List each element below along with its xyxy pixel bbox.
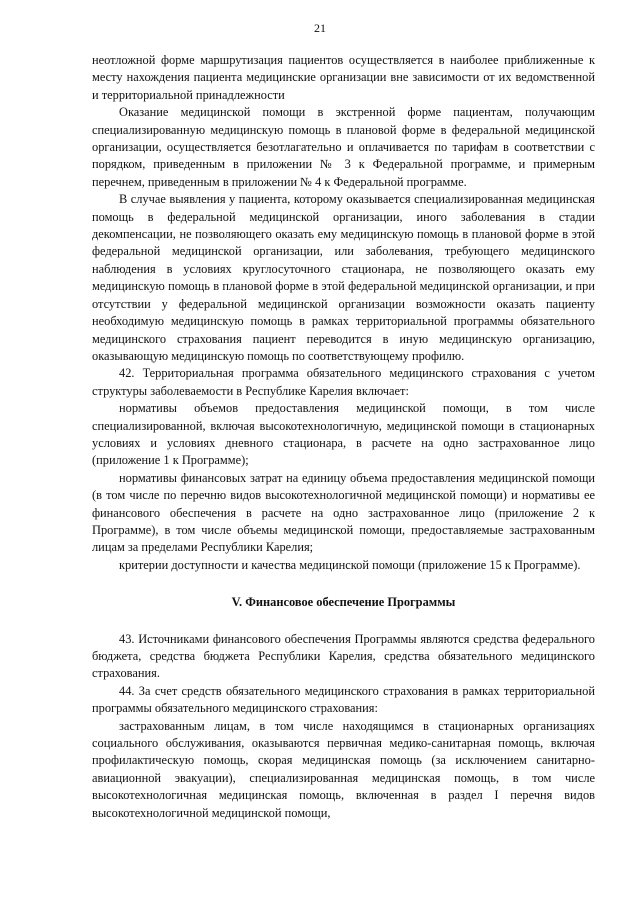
section-heading: V. Финансовое обеспечение Программы <box>231 595 456 610</box>
paragraph-2: Оказание медицинской помощи в экстренной форме пациентам, получающим специализированную медицинскую помощь в плановой форме в федеральной медицинской организации, осуществляется безотлагательно и оплачивается по тарифам в соответствии с порядком, приведенным в приложении № 3 к Федеральной программе, и примерным перечнем, приведенным в приложении № 4 к Федеральной программе. <box>92 105 595 189</box>
paragraph-6: нормативы финансовых затрат на единицу объема предоставления медицинской помощи (в том числе по перечню видов высокотехнологичной медицинской помощи) и нормативы ее финансового обеспечения в расчете на одно застрахованное лицо (приложение 2 к Программе), в том числе объемы медицинской помощи, предоставляемые застрахованным лицам за пределами Республики Карелия; <box>92 470 595 555</box>
page-number: 21 <box>314 21 326 35</box>
paragraph-7: критерии доступности и качества медицинской помощи (приложение 15 к Программе). <box>119 557 581 572</box>
paragraph-10: застрахованным лицам, в том числе находящимся в стационарных организациях социального обслуживания, оказываются первичная медико-санитарная помощь, включая профилактическую помощь, скорая медицинская помощь (за исключением санитарно-авиационной эвакуации), специализированная медицинская помощь, в том числе высокотехнологичная медицинская помощь, включенная в раздел I перечня видов высокотехнологичной медицинской помощи, <box>92 718 595 820</box>
paragraph-8: 43. Источниками финансового обеспечения Программы являются средства федерального бюджета, средства бюджета Республики Карелия, средства обязательного медицинского страхования. <box>92 631 595 681</box>
paragraph-4: 42. Территориальная программа обязательного медицинского страхования с учетом структуры заболеваемости в Республике Карелия включает: <box>92 366 595 398</box>
paragraph-1: неотложной форме маршрутизация пациентов осуществляется в наиболее приближенные к месту нахождения пациента медицинские организации вне зависимости от их ведомственной и территориальной принадлежности <box>92 53 595 102</box>
page-body <box>92 52 595 822</box>
paragraph-3: В случае выявления у пациента, которому оказывается специализированная медицинская помощь в федеральной медицинской организации, иного заболевания в стадии декомпенсации, не позволяющего оказать ему медицинскую помощь в плановой форме в этой федеральной медицинской организации, или заболевания, требующего медицинского наблюдения в условиях круглосуточного стационара, не позволяющего оказать ему медицинскую помощь в плановой форме в этой федеральной медицинской организации, и при отсутствии у федеральной медицинской организации возможности оказать пациенту необходимую медицинскую помощь в рамках территориальной программы обязательного медицинского страхования пациент переводится в иную медицинскую организацию, оказывающую медицинскую помощь по соответствующему профилю. <box>92 192 595 363</box>
paragraph-9: 44. За счет средств обязательного медицинского страхования в рамках территориальной программы обязательного медицинского страхования: <box>92 683 595 716</box>
paragraph-5: нормативы объемов предоставления медицинской помощи, в том числе специализированной, включая высокотехнологичную, медицинской помощи в стационарных условиях и условиях дневного стационара, в расчете на одно застрахованное лицо (приложение 1 к Программе); <box>92 401 595 468</box>
